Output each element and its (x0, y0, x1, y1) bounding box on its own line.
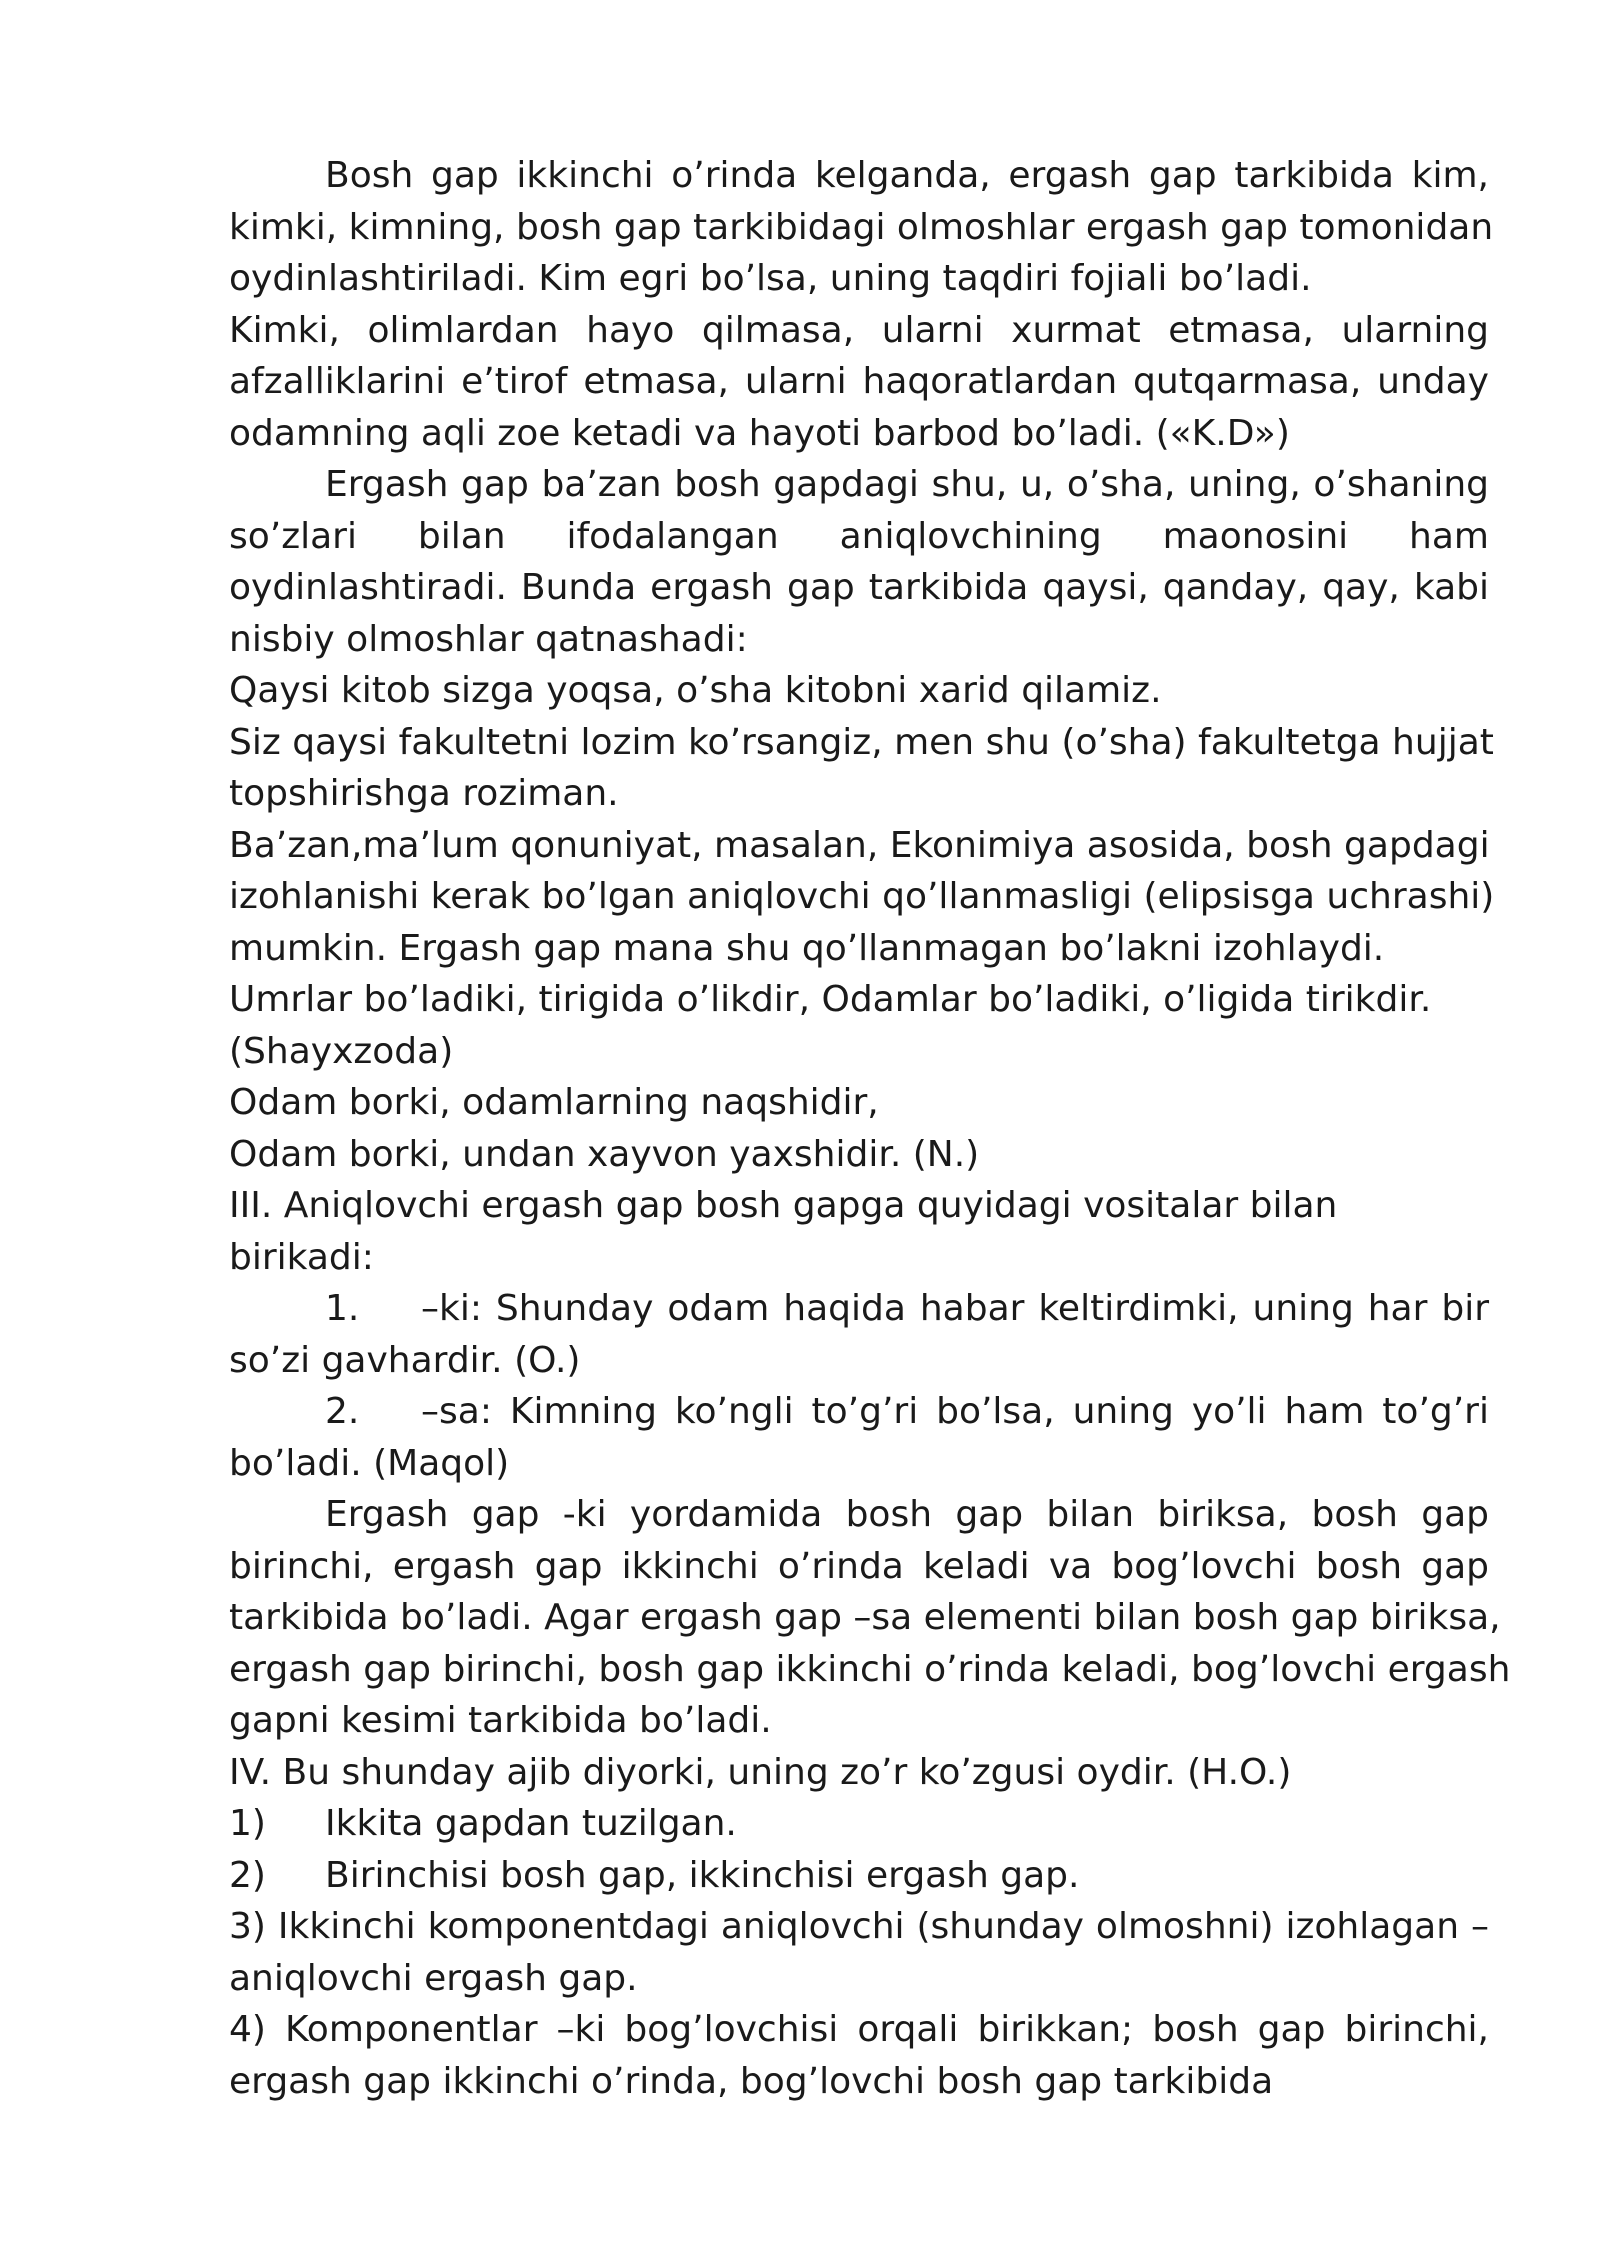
list-item (229, 1283, 1489, 1335)
list-item-text: Birinchisi bosh gap, ikkinchisi ergash gap. (325, 1854, 1080, 1896)
text-line: Kimki, olimlardan hayo qilmasa, ularni xurmat etmasa, ularning (229, 309, 1489, 351)
text-line: (Shayxzoda) (229, 1030, 454, 1072)
text-line: kimki, kimning, bosh gap tarkibidagi olmoshlar ergash gap tomonidan (229, 206, 1494, 248)
text-line: tarkibida bo’ladi. Agar ergash gap –sa elementi bilan bosh gap biriksa, (229, 1597, 1501, 1638)
text-line: bo’ladi. (Maqol) (229, 1442, 510, 1484)
text-line: izohlanishi kerak bo’lgan aniqlovchi qo’llanmasligi (elipsisga uchrashi) (229, 876, 1495, 917)
list-item-number: 2) (229, 1854, 266, 1896)
text-line: ergash gap ikkinchi o’rinda, bog’lovchi bosh gap tarkibida (229, 2060, 1274, 2102)
text-line: mumkin. Ergash gap mana shu qo’llanmagan bo’lakni izohlaydi. (229, 927, 1385, 969)
text-line: Odam borki, undan xayvon yaxshidir. (N.) (229, 1133, 980, 1175)
text-line: oydinlashtiradi. Bunda ergash gap tarkibida qaysi, qanday, qay, kabi (229, 567, 1489, 608)
text-line: aniqlovchi ergash gap. (229, 1957, 638, 1999)
list-item (229, 1798, 1489, 1850)
text-line: afzalliklarini e’tirof etmasa, ularni haqoratlardan qutqarmasa, unday (229, 361, 1489, 402)
list-item-text: Ikkita gapdan tuzilgan. (325, 1803, 737, 1844)
text-line: IV. Bu shunday ajib diyorki, uning zo’r ko’zgusi oydir. (H.O.) (229, 1751, 1292, 1793)
text-line: so’zi gavhardir. (O.) (229, 1339, 581, 1381)
text-line: Qaysi kitob sizga yoqsa, o’sha kitobni xarid qilamiz. (229, 670, 1162, 711)
list-item-number: 1. (325, 1288, 360, 1329)
text-line: nisbiy olmoshlar qatnashadi: (229, 618, 748, 660)
text-line: gapni kesimi tarkibida bo’ladi. (229, 1700, 772, 1741)
text-line: 3) Ikkinchi komponentdagi aniqlovchi (shunday olmoshni) izohlagan – (229, 1906, 1489, 1947)
text-line: birikadi: (229, 1236, 374, 1278)
list-item-number: 1) (229, 1803, 266, 1844)
text-line: Bosh gap ikkinchi o’rinda kelganda, ergash gap tarkibida kim, (325, 155, 1489, 196)
text-line: oydinlashtiriladi. Kim egri bo’lsa, uning taqdiri fojiali bo’ladi. (229, 258, 1312, 299)
text-line: Ba’zan,ma’lum qonuniyat, masalan, Ekonimiya asosida, bosh gapdagi (229, 824, 1490, 866)
list-item-text: –ki: Shunday odam haqida habar keltirdimki, uning har bir (421, 1288, 1489, 1329)
text-line: topshirishga roziman. (229, 773, 619, 814)
list-item (229, 1850, 1489, 1902)
text-line: Ergash gap -ki yordamida bosh gap bilan biriksa, bosh gap (325, 1494, 1489, 1535)
text-line: Umrlar bo’ladiki, tirigida o’likdir, Odamlar bo’ladiki, o’ligida tirikdir. (229, 979, 1432, 1020)
text-line: odamning aqli zoe ketadi va hayoti barbod bo’ladi. («K.D») (229, 412, 1290, 454)
text-line: Ergash gap ba’zan bosh gapdagi shu, u, o’sha, uning, o’shaning (325, 464, 1489, 505)
list-item-number: 2. (325, 1391, 360, 1432)
text-line: birinchi, ergash gap ikkinchi o’rinda keladi va bog’lovchi bosh gap (229, 1545, 1489, 1587)
list-item-text: –sa: Kimning ko’ngli to’g’ri bo’lsa, uning yo’li ham to’g’ri (421, 1391, 1489, 1432)
list-item (229, 1386, 1489, 1438)
text-line: III. Aniqlovchi ergash gap bosh gapga quyidagi vositalar bilan (229, 1185, 1338, 1226)
text-line: so’zlari bilan ifodalangan aniqlovchining maonosini ham (229, 515, 1489, 557)
text-line: ergash gap birinchi, bosh gap ikkinchi o’rinda keladi, bog’lovchi ergash (229, 1648, 1511, 1690)
text-line: 4) Komponentlar –ki bog’lovchisi orqali birikkan; bosh gap birinchi, (229, 2009, 1489, 2050)
document-page (229, 150, 1511, 2107)
text-line: Siz qaysi fakultetni lozim ko’rsangiz, men shu (o’sha) fakultetga hujjat (229, 721, 1494, 763)
text-line: Odam borki, odamlarning naqshidir, (229, 1082, 879, 1123)
